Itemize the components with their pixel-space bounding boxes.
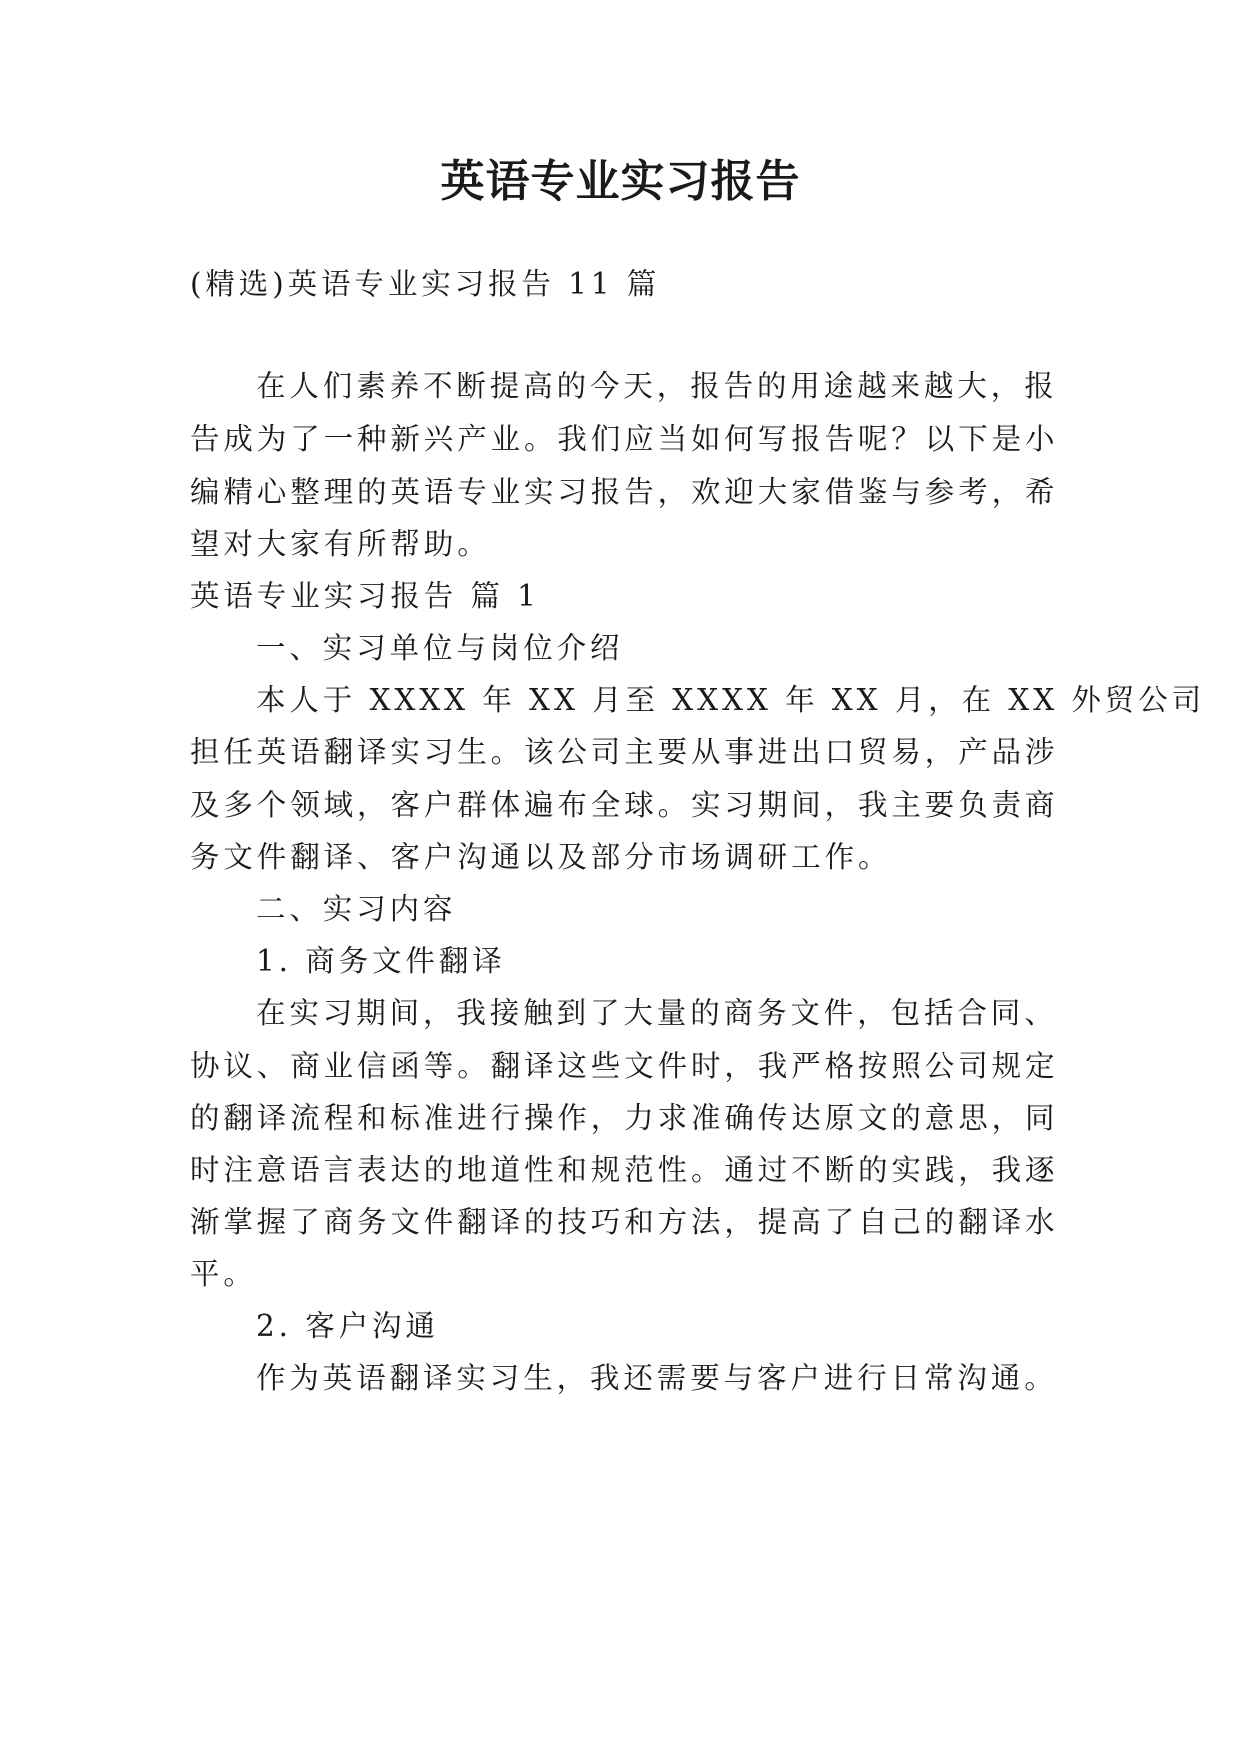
intro-line: 编精心整理的英语专业实习报告，欢迎大家借鉴与参考，希 [190,475,1059,509]
paragraph-line: 本人于 XXXX 年 XX 月至 XXXX 年 XX 月，在 XX 外贸公司 [256,683,1205,717]
paragraph-line: 担任英语翻译实习生。该公司主要从事进出口贸易，产品涉 [190,735,1059,769]
paragraph-line: 时注意语言表达的地道性和规范性。通过不断的实践，我逐 [190,1153,1059,1187]
article-heading: 英语专业实习报告 篇 1 [190,579,540,613]
paragraph-line: 务文件翻译、客户沟通以及部分市场调研工作。 [190,840,892,874]
paragraph-line: 的翻译流程和标准进行操作，力求准确传达原文的意思，同 [190,1101,1059,1135]
document-title: 英语专业实习报告 [440,156,801,207]
paragraph-line: 渐掌握了商务文件翻译的技巧和方法，提高了自己的翻译水 [190,1205,1059,1239]
document-subtitle: (精选)英语专业实习报告 11 篇 [190,267,661,301]
intro-line: 望对大家有所帮助。 [190,527,491,561]
intro-line: 告成为了一种新兴产业。我们应当如何写报告呢？以下是小 [190,422,1059,456]
intro-line: 在人们素养不断提高的今天，报告的用途越来越大，报 [256,369,1058,403]
subsection-heading: 2. 客户沟通 [256,1309,439,1343]
paragraph-line: 在实习期间，我接触到了大量的商务文件，包括合同、 [256,996,1058,1030]
paragraph-line: 作为英语翻译实习生，我还需要与客户进行日常沟通。 [256,1361,1058,1395]
section-heading: 一、实习单位与岗位介绍 [256,631,624,665]
section-heading: 二、实习内容 [256,892,457,926]
paragraph-line: 协议、商业信函等。翻译这些文件时，我严格按照公司规定 [190,1049,1059,1083]
subsection-heading: 1. 商务文件翻译 [256,944,506,978]
paragraph-line: 平。 [190,1257,257,1291]
paragraph-line: 及多个领域，客户群体遍布全球。实习期间，我主要负责商 [190,788,1059,822]
